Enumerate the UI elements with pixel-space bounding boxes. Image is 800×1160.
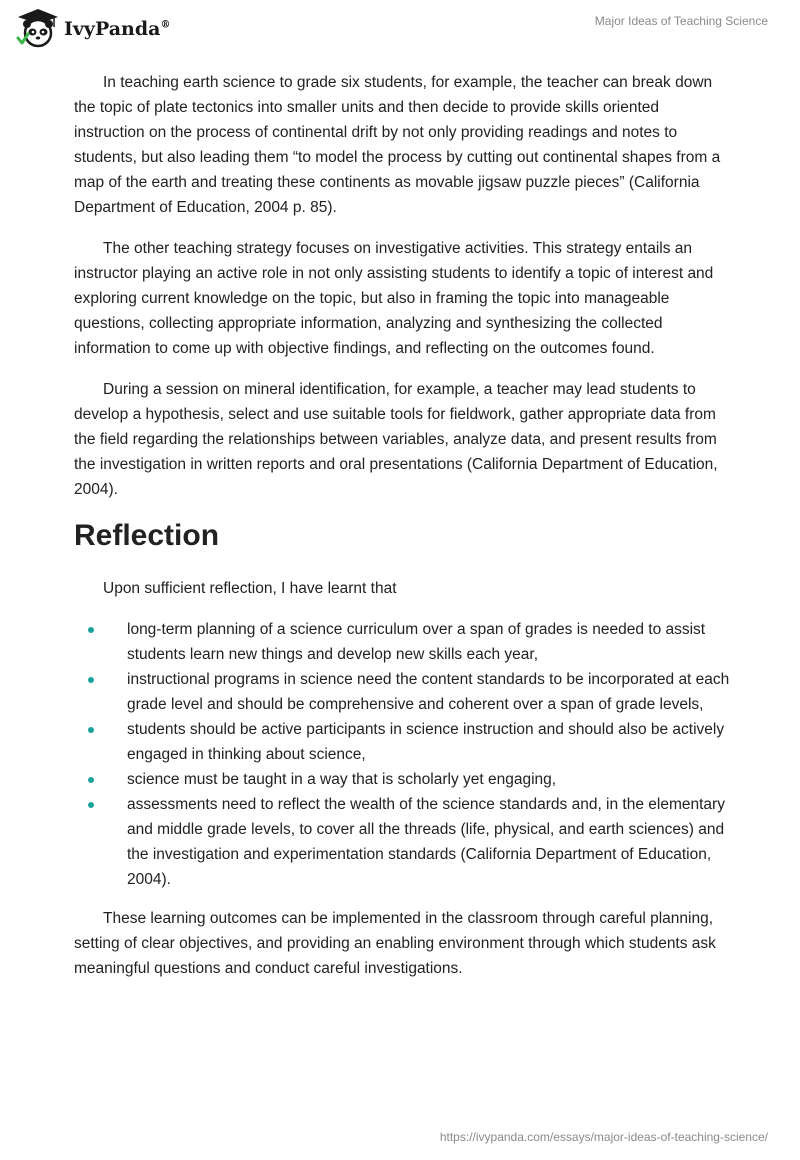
list-item: instructional programs in science need the content standards to be incorporated at each grade level and should be comprehensive and coherent over a span of grade levels,: [74, 667, 730, 717]
ivypanda-logo[interactable]: [16, 8, 170, 48]
page-header: [0, 0, 800, 60]
paragraph: During a session on mineral identification, for example, a teacher may lead students to develop a hypothesis, select and use suitable tools for fieldwork, gather appropriate data from the field regarding the relationships between variables, analyze data, and present results from the investigation in written reports and oral presentations (California Department of Education, 2004).: [74, 381, 718, 498]
list-item: students should be active participants in science instruction and should also be actively engaged in thinking about science,: [74, 717, 730, 767]
list-item: long-term planning of a science curriculum over a span of grades is needed to assist students learn new things and develop new skills each year,: [74, 617, 730, 667]
section-heading-reflection: Reflection: [74, 519, 220, 552]
bullet-dot-icon: [88, 802, 94, 808]
list-item: assessments need to reflect the wealth of the science standards and, in the elementary and middle grade levels, to cover all the threads (life, physical, and earth sciences) and the investigation and experimentation standards (California Department of Education, 2004).: [74, 792, 730, 892]
source-url-link[interactable]: https://ivypanda.com/essays/major-ideas-of-teaching-science/: [439, 1130, 768, 1144]
list-item: science must be taught in a way that is scholarly yet engaging,: [74, 767, 730, 792]
document-title: Major Ideas of Teaching Science: [594, 14, 768, 28]
bullet-dot-icon: [88, 677, 94, 683]
closing-paragraph: These learning outcomes can be implemented in the classroom through careful planning, setting of clear objectives, and providing an enabling environment through which students ask meaningful questions and conduct careful investigations.: [74, 910, 716, 977]
reflection-list: [74, 617, 730, 892]
panda-graduate-icon: [16, 8, 60, 48]
bullet-dot-icon: [88, 777, 94, 783]
bullet-dot-icon: [88, 727, 94, 733]
paragraph: The other teaching strategy focuses on investigative activities. This strategy entails an instructor playing an active role in not only assisting students to identify a topic of interest and exploring current knowledge on the topic, but also in framing the topic into manageable questions, collecting appropriate information, analyzing and synthesizing the collected information to come up with objective findings, and reflecting on the outcomes found.: [74, 240, 714, 357]
brand-name: IvyPanda®: [64, 18, 171, 40]
paragraph: In teaching earth science to grade six students, for example, the teacher can break down the topic of plate tectonics into smaller units and then decide to provide skills oriented instruction on the process of continental drift by not only providing readings and notes to students, but also leading them “to model the process by cutting out continental shapes from a map of the earth and treating these continents as movable jigsaw puzzle pieces” (California Department of Education, 2004 p. 85).: [74, 74, 721, 216]
reflection-intro: Upon sufficient reflection, I have learnt that: [103, 580, 397, 597]
bullet-dot-icon: [88, 627, 94, 633]
essay-body: [74, 70, 730, 997]
